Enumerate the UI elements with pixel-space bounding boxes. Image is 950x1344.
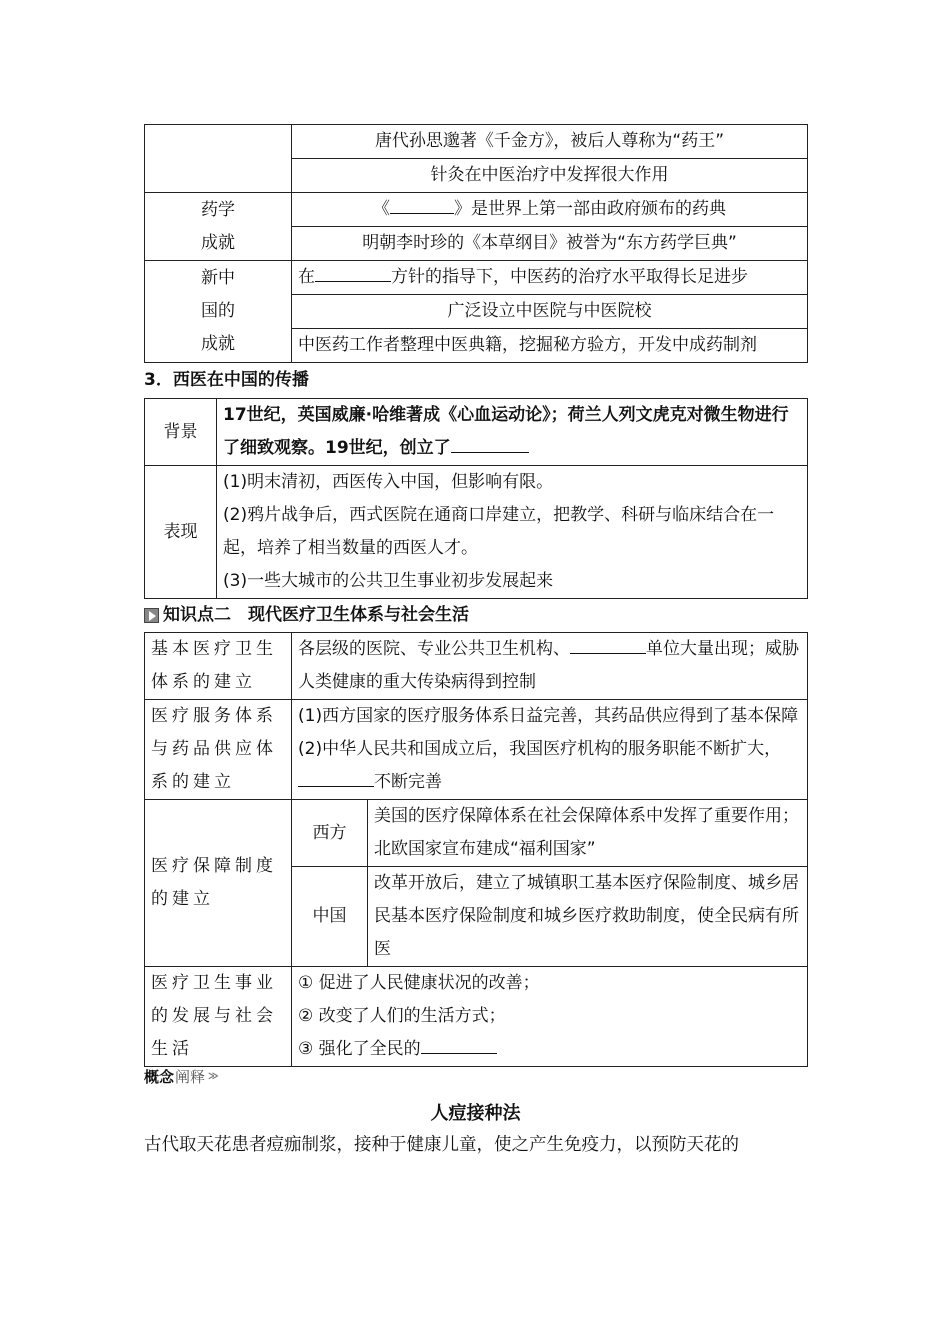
ancient-medicine-table xyxy=(144,124,808,363)
policy-row xyxy=(292,261,808,295)
concept-paragraph: 古代取天花患者痘痂制浆，接种于健康儿童，使之产生免疫力，以预防天花的 xyxy=(144,1135,739,1155)
text: ③ 强化了全民的 xyxy=(298,1039,421,1059)
sun-simiao-row: 唐代孙思邈著《千金方》，被后人尊称为“药王” xyxy=(292,125,808,159)
classics-row: 中医药工作者整理中医典籍，挖掘秘方验方，开发中成药制剂 xyxy=(292,329,808,363)
service-item xyxy=(298,733,801,799)
fill-blank xyxy=(390,193,454,214)
pharmacopoeia-row xyxy=(292,193,808,227)
text: 在 xyxy=(298,267,315,287)
social-life-text xyxy=(292,967,808,1067)
west-text: 美国的医疗保障体系在社会保障体系中发挥了重要作用；北欧国家宣布建成“福利国家” xyxy=(368,800,808,867)
pharmacy-label-line: 药学 xyxy=(201,199,235,220)
knowledge-point-title: 知识点二 现代医疗卫生体系与社会生活 xyxy=(163,605,469,625)
manifestation-item: (1)明末清初，西医传入中国，但影响有限。 xyxy=(223,472,554,492)
security-system-label: 医疗保障制度的建立 xyxy=(145,800,292,967)
manifestation-item: (3)一些大城市的公共卫生事业初步发展起来 xyxy=(223,571,554,591)
service-item: (1)西方国家的医疗服务体系日益完善，其药品供应得到了基本保障 xyxy=(298,706,799,726)
background-text xyxy=(217,399,808,466)
china-label: 中国 xyxy=(292,867,368,967)
acupuncture-row: 针灸在中医治疗中发挥很大作用 xyxy=(292,159,808,193)
fill-blank xyxy=(298,766,374,787)
modern-medical-table xyxy=(144,632,808,1067)
concept-label-light: 阐释 xyxy=(175,1068,206,1086)
page-content xyxy=(144,124,807,1160)
fill-blank xyxy=(315,261,391,282)
service-system-text xyxy=(292,700,808,800)
new-china-label-line: 国的 xyxy=(201,301,235,321)
fill-blank xyxy=(570,633,646,654)
knowledge-point-heading xyxy=(144,601,807,629)
social-item: ① 促进了人民健康状况的改善； xyxy=(298,973,540,993)
pharmacy-label-line: 成就 xyxy=(201,232,235,253)
play-icon xyxy=(144,608,159,623)
basic-system-label: 基本医疗卫生体系的建立 xyxy=(145,633,292,700)
social-item: ② 改变了人们的生活方式； xyxy=(298,1006,506,1026)
pharmacy-label-cell xyxy=(145,193,292,261)
western-medicine-table xyxy=(144,398,808,599)
text: 方针的指导下，中医药的治疗水平取得长足进步 xyxy=(391,267,748,287)
concept-heading: 人痘接种法 xyxy=(430,1103,521,1124)
manifestation-item: (2)鸦片战争后，西式医院在通商口岸建立，把教学、科研与临床结合在一起，培养了相当数量的西医人才。 xyxy=(223,505,775,558)
manifestation-label: 表现 xyxy=(145,466,217,599)
concept-label xyxy=(144,1067,807,1087)
basic-system-text xyxy=(292,633,808,700)
text: 《 xyxy=(373,199,390,219)
background-label: 背景 xyxy=(145,399,217,466)
china-text: 改革开放后，建立了城镇职工基本医疗保险制度、城乡居民基本医疗保险制度和城乡医疗救助制度，使全民病有所医 xyxy=(368,867,808,967)
hospital-row: 广泛设立中医院与中医院校 xyxy=(292,295,808,329)
social-life-label: 医疗卫生事业的发展与社会生活 xyxy=(145,967,292,1067)
text: 》是世界上第一部由政府颁布的药典 xyxy=(454,199,726,219)
fill-blank xyxy=(451,432,529,453)
new-china-label-line: 成就 xyxy=(201,334,235,354)
text: 各层级的医院、专业公共卫生机构、 xyxy=(298,639,570,659)
chevron-down-icon: ≫ xyxy=(208,1071,219,1082)
manifestation-text xyxy=(217,466,808,599)
text: 17世纪，英国威廉·哈维著成《心血运动论》；荷兰人列文虎克对微生物进行了细致观察。19世纪，创立了 xyxy=(223,405,789,458)
text: (2)中华人民共和国成立后，我国医疗机构的服务职能不断扩大， xyxy=(298,739,782,759)
service-system-label: 医疗服务体系与药品供应体系的建立 xyxy=(145,700,292,800)
section-title: 3．西医在中国的传播 xyxy=(144,370,309,390)
new-china-label-cell xyxy=(145,261,292,363)
social-item xyxy=(298,1033,801,1066)
new-china-label-line: 新中 xyxy=(201,268,235,288)
bencao-row: 明朝李时珍的《本草纲目》被誉为“东方药学巨典” xyxy=(292,227,808,261)
empty-label-cell xyxy=(145,125,292,193)
concept-label-bold: 概念 xyxy=(144,1068,175,1086)
west-label: 西方 xyxy=(292,800,368,867)
fill-blank xyxy=(421,1033,497,1054)
text: 单位大量出现；威胁人类健康的重大传染病得到控制 xyxy=(298,639,799,692)
text: 不断完善 xyxy=(374,772,442,792)
